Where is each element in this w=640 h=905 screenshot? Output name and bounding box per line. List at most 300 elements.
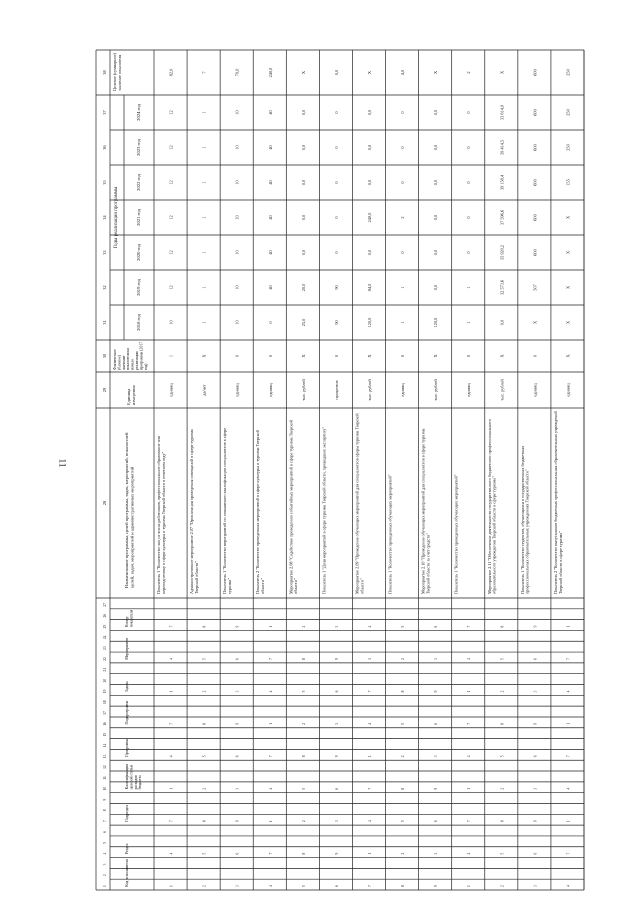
row-2-unit: да/нет [201, 384, 207, 396]
row-6-year-3: 0 [333, 251, 339, 254]
row-11-unit: тыс. рублей [499, 379, 505, 401]
row-13-year-6: 250 [565, 144, 571, 151]
row-12-name: Показатель 1 "Количество студентов, обучающихся в государственных бюджетныхпрофессиональных образовательных учреждениях Тверской области" [519, 445, 530, 594]
row-7-code-7: 4 [368, 820, 372, 823]
row-12-year-6: 600 [532, 144, 538, 151]
row-10-year-5: 0 [466, 181, 472, 184]
row-2-year-2: 1 [201, 286, 207, 289]
row-6-code-19: 6 [334, 690, 339, 693]
row-4-year-3: 40 [267, 250, 273, 255]
row-10-code-25: 7 [467, 625, 472, 628]
row-13-code-22: 7 [566, 658, 571, 660]
row-1-code-16: 7 [169, 722, 174, 725]
row-3-code-13: 6 [235, 755, 240, 758]
row-4-year-5: 40 [267, 180, 273, 185]
row-13-target: 250 [565, 69, 571, 76]
row-10-year-7: 0 [466, 111, 472, 114]
left-header-label-5: Программа [125, 738, 129, 757]
row-7-year-1: 120,0 [367, 317, 372, 328]
row-13-year-4: X [565, 215, 571, 220]
header-base: Фактическое(базовое)значениепоказателя наначалореализациипрограммы (2017год) [113, 341, 148, 370]
row-5-year-7: 0,0 [300, 109, 306, 116]
code-column-number-24: 24 [103, 635, 107, 640]
row-6-year-4: 0 [333, 216, 339, 219]
column-number-37: 37 [102, 110, 107, 115]
row-8-unit: единиц [400, 383, 406, 397]
column-number-29: 29 [102, 387, 107, 393]
header-name: Наименование программы, целей программы, задач, мероприятий, показателейцелей, задач, мероприятий и административных мероприятий [124, 432, 135, 588]
row-13-year-7: 250 [565, 109, 571, 116]
row-12-code-7: 9 [533, 820, 538, 823]
row-6-code-22: 9 [334, 658, 339, 660]
row-9-code-13: 3 [434, 755, 439, 758]
row-3-code-10: 3 [235, 787, 240, 790]
row-7-code-19: 7 [368, 690, 372, 693]
code-column-number-15: 15 [103, 732, 107, 737]
left-header-label-6: Подпрограмма [125, 700, 129, 725]
row-7-code-13: 1 [368, 755, 372, 758]
code-column-number-19: 19 [103, 689, 107, 694]
row-4-code-16: 1 [268, 722, 273, 725]
row-3-year-5: 10 [234, 180, 240, 185]
row-5-year-5: 0,0 [300, 179, 306, 186]
row-11-name: Мероприятие 2.11 "Обеспечение деятельности государственного бюджетного профессиональногообразовательного учреждения Тверской области в сфере туризма" [486, 419, 497, 594]
row-11-code-19: 2 [500, 690, 505, 693]
row-5-code-22: 8 [301, 658, 306, 660]
row-6-code-16: 3 [334, 722, 339, 725]
row-3-code-19: 3 [235, 690, 240, 693]
row-11-code-7: 8 [500, 820, 505, 823]
row-1-code-4: 4 [169, 852, 174, 855]
row-9-year-3: 0,0 [433, 249, 439, 256]
code-column-number-17: 17 [103, 711, 107, 715]
row-9-year-2: 0,0 [433, 284, 439, 291]
row-9-code-22: 3 [434, 658, 439, 660]
row-13-name: Показатель 2 "Количество выпускников бюджетных профессиональных образовательных учрежденийТверской области в сфере туризма" [552, 411, 563, 594]
left-header-label-1: Код исполнителя [125, 859, 129, 887]
row-5-target: X [300, 70, 306, 75]
row-1-unit: единиц [168, 383, 174, 397]
row-10-code-7: 7 [467, 820, 472, 823]
row-9-code-10: 9 [434, 787, 439, 790]
row-8-code-25: 5 [401, 625, 406, 628]
left-header-label-9: Номерпоказателя [125, 609, 134, 628]
row-7-year-6: 0,0 [367, 144, 372, 151]
row-12-code-22: 6 [533, 658, 538, 660]
code-column-number-6: 6 [103, 831, 107, 833]
row-6-code-1: 6 [334, 885, 339, 887]
row-4-code-10: 4 [268, 787, 273, 790]
row-11-code-4: 5 [500, 852, 505, 855]
row-3-year-2: 10 [234, 285, 240, 290]
row-10-year-4: 0 [466, 216, 472, 219]
header-year-7: 2024 год [136, 104, 141, 121]
row-4-target: 240,0 [267, 67, 273, 78]
column-number-32: 32 [102, 285, 107, 290]
row-9-code-16: 6 [434, 722, 439, 725]
row-11-year-3: 35 920,2 [499, 244, 505, 261]
row-4-name: Показатель 2 "Количество проведенных мероприятий в сфере культуры и туризма Тверскойобласти" [255, 430, 266, 594]
column-number-30: 30 [102, 353, 107, 359]
row-13-code-4: 7 [566, 852, 571, 855]
row-6-code-25: 3 [334, 625, 339, 628]
column-number-38: 38 [102, 70, 107, 75]
row-3-year-1: 10 [234, 320, 240, 325]
row-11-code-25: 8 [500, 625, 505, 628]
row-2-year-4: 1 [201, 216, 207, 219]
row-5-code-1: 5 [301, 885, 306, 887]
row-11-year-5: 39 158,4 [499, 174, 505, 191]
row-11-code-16: 8 [500, 722, 505, 725]
row-3-code-25: 9 [235, 625, 240, 628]
row-9-code-19: 9 [434, 690, 439, 693]
code-column-number-2: 2 [103, 874, 107, 877]
row-1-name: Показатель 1 "Количество лиц из числа работников, профессиональное образование илипереподготовку в сфере культуры и туризма Тверской области в отчетном году" [156, 435, 166, 594]
row-2-code-4: 5 [202, 852, 207, 855]
row-2-code-10: 2 [202, 787, 207, 790]
row-2-code-16: 8 [202, 722, 207, 725]
row-2-target: 7 [201, 71, 207, 74]
code-column-number-27: 27 [103, 603, 107, 607]
row-11-year-2: 32 573,6 [499, 279, 505, 296]
row-11-year-4: 37 596,6 [499, 209, 505, 226]
row-4-year-2: 40 [267, 285, 273, 290]
row-1-base: 1 [168, 354, 174, 358]
row-6-year-2: 90 [333, 285, 339, 290]
row-11-code-10: 2 [500, 787, 505, 790]
row-12-code-4: 6 [533, 852, 538, 855]
column-number-34: 34 [102, 215, 107, 220]
row-10-year-6: 0 [466, 146, 472, 149]
row-2-code-19: 2 [202, 690, 207, 693]
row-10-code-4: 4 [467, 852, 472, 855]
row-4-code-4: 7 [268, 852, 273, 855]
code-column-number-4: 4 [103, 852, 107, 855]
row-11-code-22: 5 [500, 658, 505, 660]
row-2-code-13: 5 [202, 755, 207, 758]
code-column-number-5: 5 [103, 841, 107, 844]
row-4-code-1: 4 [268, 885, 273, 887]
row-3-target: 70,0 [234, 68, 240, 77]
row-1-code-10: 1 [169, 787, 174, 790]
column-number-31: 31 [102, 320, 107, 325]
row-8-target: 4,0 [400, 69, 406, 76]
row-7-year-5: 0,0 [367, 179, 372, 186]
row-10-unit: единиц [466, 383, 472, 397]
code-column-number-10: 10 [103, 786, 107, 791]
header-year-4: 2021 год [136, 209, 141, 226]
code-column-number-25: 25 [103, 624, 107, 629]
row-3-code-1: 3 [235, 885, 240, 887]
column-number-36: 36 [102, 145, 107, 150]
header-year-2: 2019 год [136, 279, 141, 296]
header-year-3: 2020 год [136, 244, 141, 261]
row-7-year-7: 0,0 [367, 109, 372, 116]
row-5-code-16: 2 [301, 722, 306, 725]
row-12-year-7: 600 [532, 109, 538, 116]
row-6-code-4: 9 [334, 852, 339, 855]
row-8-code-19: 8 [401, 690, 406, 693]
column-number-35: 35 [102, 180, 107, 185]
row-8-code-1: 8 [401, 885, 406, 887]
row-3-unit: единиц [234, 383, 240, 397]
row-8-code-16: 5 [401, 722, 406, 725]
row-7-code-1: 7 [368, 885, 372, 887]
row-5-code-10: 5 [301, 787, 306, 790]
row-3-name: Показатель 1 "Количество мероприятий по повышению квалификации специалистов в сферетуризма" [222, 427, 233, 594]
row-3-year-7: 10 [234, 110, 240, 115]
row-12-year-4: 600 [532, 214, 538, 221]
column-number-28: 28 [102, 500, 107, 506]
row-9-year-5: 0,0 [433, 179, 439, 186]
row-1-year-4: 12 [168, 215, 174, 220]
row-3-year-3: 10 [234, 250, 240, 255]
row-5-base: X [300, 354, 306, 358]
row-11-code-1: 2 [500, 885, 505, 887]
code-column-number-9: 9 [103, 798, 107, 801]
row-12-code-13: 6 [533, 755, 538, 758]
row-11-year-1: 0,0 [499, 319, 505, 326]
row-6-unit: процентов [333, 380, 339, 400]
row-8-year-7: 0 [400, 111, 406, 114]
row-5-code-25: 2 [301, 625, 306, 628]
row-2-year-6: 1 [201, 146, 207, 149]
row-12-code-19: 3 [533, 690, 538, 693]
header-year-5: 2022 год [136, 174, 141, 191]
row-11-year-7: 33 814,0 [499, 104, 505, 121]
row-1-code-7: 7 [169, 820, 174, 823]
row-5-year-4: 0,0 [300, 214, 306, 221]
header-years-group: Годы реализации программы [114, 186, 119, 249]
row-13-year-5: 155 [565, 179, 571, 186]
row-2-base: X [201, 354, 207, 358]
left-header-label-3: Подраздел [125, 804, 129, 822]
row-5-year-6: 0,0 [300, 144, 306, 151]
row-6-year-7: 0 [333, 111, 339, 114]
row-2-code-7: 8 [202, 820, 207, 823]
code-column-number-23: 23 [103, 646, 107, 650]
row-7-unit: тыс. рублей [367, 379, 372, 401]
row-12-year-2: 507 [532, 284, 538, 291]
row-4-unit: единиц [267, 383, 273, 397]
row-9-name: Мероприятие 2.10 "Проведение обучающих мероприятий для специалистов в сфере туризмаТверской области за счет средств" [420, 428, 431, 594]
row-3-base: 0 [234, 354, 240, 358]
row-10-year-3: 0 [466, 251, 472, 254]
row-9-code-7: 6 [434, 820, 439, 823]
row-10-code-13: 4 [467, 755, 472, 758]
row-4-code-25: 1 [268, 625, 273, 628]
row-10-year-2: 1 [466, 286, 472, 289]
row-13-code-25: 1 [566, 625, 571, 628]
row-9-code-25: 6 [434, 625, 439, 628]
row-4-code-22: 7 [268, 658, 273, 660]
row-5-year-2: 20,0 [300, 283, 306, 292]
code-column-number-8: 8 [103, 809, 107, 812]
row-13-year-2: X [565, 285, 571, 290]
row-9-unit: тыс. рублей [433, 379, 439, 401]
row-12-code-16: 9 [533, 722, 538, 725]
row-4-year-6: 40 [267, 145, 273, 150]
row-10-target: 2 [466, 71, 472, 74]
row-3-code-22: 6 [235, 658, 240, 660]
row-7-year-3: 0,0 [367, 249, 372, 256]
row-13-code-1: 4 [566, 885, 571, 887]
row-3-year-4: 10 [234, 215, 240, 220]
code-column-number-11: 11 [103, 776, 107, 780]
code-column-number-13: 13 [103, 754, 107, 759]
row-4-year-1: 0 [267, 321, 273, 324]
row-12-year-3: 600 [532, 249, 538, 256]
row-2-code-1: 2 [202, 885, 207, 887]
row-2-code-25: 8 [202, 625, 207, 628]
row-6-code-7: 3 [334, 820, 339, 823]
row-1-target: 82,0 [168, 68, 174, 77]
row-7-base: X [367, 354, 372, 358]
left-header-label-4: Классификацияцелевой статьирасходовбюджета [125, 764, 143, 790]
row-13-year-1: X [565, 320, 571, 325]
code-column-number-3: 3 [103, 863, 107, 866]
row-13-code-13: 7 [566, 755, 571, 758]
code-column-number-14: 14 [103, 743, 107, 748]
code-column-number-16: 16 [103, 722, 107, 726]
row-3-code-7: 9 [235, 820, 240, 823]
row-7-code-22: 1 [368, 658, 372, 660]
row-13-unit: единиц [565, 383, 571, 397]
row-3-code-16: 9 [235, 722, 240, 725]
row-6-base: 0 [333, 354, 339, 358]
row-4-code-13: 7 [268, 755, 273, 758]
row-9-year-7: 0,0 [433, 109, 439, 116]
row-7-name: Мероприятие 2.09 "Проведение обучающих мероприятий для специалистов сферы туризма Тверскойобласти" [354, 413, 365, 594]
row-2-year-3: 1 [201, 251, 207, 254]
row-6-code-10: 6 [334, 787, 339, 790]
row-5-code-4: 8 [301, 852, 306, 855]
row-6-year-5: 0 [333, 181, 339, 184]
row-9-code-4: 3 [434, 852, 439, 855]
row-2-year-7: 1 [201, 111, 207, 114]
header-target: Целевое (суммарное)значение показателя [112, 53, 122, 91]
row-7-code-25: 4 [368, 625, 372, 628]
header-year-1: 2018 год [136, 314, 141, 331]
row-4-year-7: 40 [267, 110, 273, 115]
row-7-code-10: 7 [368, 787, 372, 790]
row-4-year-4: 40 [267, 215, 273, 220]
row-7-year-2: 84,0 [367, 283, 372, 292]
row-12-base: 0 [532, 354, 538, 358]
row-1-year-2: 12 [168, 285, 174, 290]
row-8-code-7: 5 [401, 820, 406, 823]
row-1-year-7: 12 [168, 110, 174, 115]
row-1-code-25: 7 [169, 625, 174, 628]
row-8-code-13: 2 [401, 755, 406, 758]
code-column-number-7: 7 [103, 820, 107, 823]
row-6-year-6: 0 [333, 146, 339, 149]
row-10-code-1: 1 [467, 885, 472, 887]
row-8-year-5: 0 [400, 181, 406, 184]
row-8-base: 0 [400, 354, 406, 358]
row-2-year-5: 1 [201, 181, 207, 184]
row-8-year-4: 2 [400, 216, 406, 219]
row-6-year-1: 90 [333, 320, 339, 325]
row-9-base: X [433, 354, 439, 358]
row-3-year-6: 10 [234, 145, 240, 150]
row-4-code-7: 1 [268, 820, 273, 823]
row-9-target: X [433, 70, 439, 75]
row-2-year-1: 1 [201, 321, 207, 324]
row-1-year-5: 12 [168, 180, 174, 185]
row-13-base: X [565, 354, 571, 358]
row-5-year-3: 0,0 [300, 249, 306, 256]
row-8-code-22: 2 [401, 658, 406, 660]
row-10-code-16: 7 [467, 722, 472, 725]
row-5-code-7: 2 [301, 820, 306, 823]
row-2-code-22: 5 [202, 658, 207, 660]
row-13-code-16: 1 [566, 722, 571, 725]
row-4-code-19: 4 [268, 690, 273, 693]
left-header-label-8: Мероприятие [125, 637, 129, 660]
row-13-code-7: 1 [566, 820, 571, 823]
row-1-code-13: 4 [169, 755, 174, 758]
row-5-year-1: 25,0 [300, 318, 306, 327]
row-5-unit: тыс. рублей [300, 379, 306, 401]
row-7-code-4: 1 [368, 852, 372, 855]
left-header-label-2: Раздел [125, 843, 129, 855]
row-4-base: 0 [267, 354, 273, 358]
row-7-target: X [367, 70, 372, 75]
row-8-year-3: 0 [400, 251, 406, 254]
row-7-code-16: 4 [368, 722, 372, 725]
row-8-code-4: 2 [401, 852, 406, 855]
row-1-year-6: 12 [168, 145, 174, 150]
row-11-code-13: 5 [500, 755, 505, 758]
row-11-base: X [499, 354, 505, 358]
row-8-name: Показатель 1 "Количество проведенных обучающих мероприятий" [387, 474, 393, 594]
row-10-code-19: 1 [467, 690, 472, 693]
row-3-code-4: 6 [235, 852, 240, 855]
row-10-name: Показатель 1 "Количество проведенных обучающих мероприятий" [453, 474, 459, 594]
page-number: 11 [57, 458, 68, 468]
row-13-code-19: 4 [566, 690, 571, 693]
row-10-code-22: 4 [467, 658, 472, 660]
row-12-code-25: 9 [533, 625, 538, 628]
code-column-number-26: 26 [103, 613, 107, 618]
row-2-name: Административное мероприятие 2.07 "Организация проведения совещаний в сфере туризмаТверской области" [189, 429, 199, 594]
row-12-year-5: 600 [532, 179, 538, 186]
row-13-code-10: 4 [566, 787, 571, 790]
row-10-year-1: 1 [466, 321, 472, 324]
row-8-year-1: 1 [400, 321, 406, 324]
row-10-code-10: 1 [467, 787, 472, 790]
row-6-code-13: 9 [334, 755, 339, 758]
row-12-target: 600 [532, 69, 538, 76]
row-8-year-2: 1 [400, 286, 406, 289]
row-13-year-3: X [565, 250, 571, 255]
row-8-code-10: 8 [401, 787, 406, 790]
row-12-code-10: 3 [533, 787, 538, 790]
row-1-code-22: 4 [169, 658, 174, 660]
header-unit: Единицаизмерения [126, 385, 137, 405]
row-10-base: 0 [466, 354, 472, 358]
code-column-number-12: 12 [103, 765, 107, 769]
row-1-year-1: 10 [168, 320, 174, 325]
row-1-code-19: 1 [169, 690, 174, 693]
row-1-year-3: 12 [168, 250, 174, 255]
row-5-code-13: 8 [301, 755, 306, 758]
row-7-year-4: 240,0 [367, 212, 372, 223]
row-9-year-1: 120,0 [433, 317, 439, 328]
row-12-code-1: 3 [533, 885, 538, 887]
row-5-name: Мероприятие 2.08 "Содействие проведению событийных мероприятий в сфере туризма Тверскойобласти" [288, 420, 299, 594]
